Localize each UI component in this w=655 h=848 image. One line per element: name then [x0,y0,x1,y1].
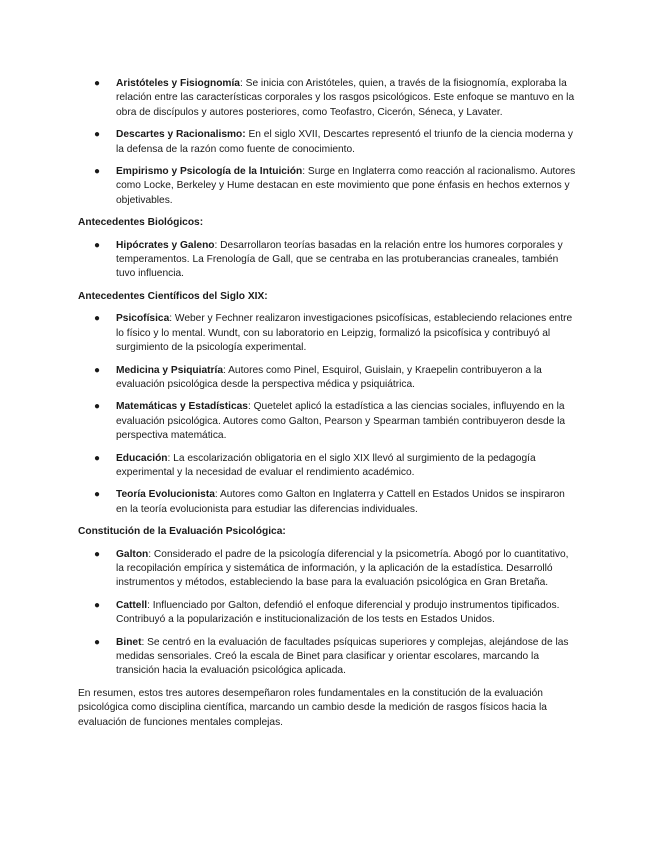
item-text: : Autores como Pinel, Esquirol, Guislain, y Kraepelin contribuyeron a la evaluación psicológica desde la perspectiva médica y psiquiátrica. [116,364,542,390]
bullet-icon: ● [94,129,101,141]
bullet-icon: ● [94,489,101,501]
item-term: Aristóteles y Fisiognomía [116,78,240,89]
item-text: : Se inicia con Aristóteles, quien, a través de la fisiognomía, exploraba la relación entre las características corporales y los rasgos psicológicos. Este enfoque se mantuvo en la obra de discípulos y autores posteriores, como Teofastro, Cicerón, Séneca, y Lavater. [116,78,575,118]
list-item [78,239,578,282]
list-item [78,599,578,628]
section-heading-constitution: Constitución de la Evaluación Psicológica: [78,526,286,538]
item-term: Hipócrates y Galeno [116,239,215,251]
item-term: Psicofísica [116,313,170,325]
document-content [78,77,578,730]
bullet-icon: ● [94,166,101,178]
bullet-icon: ● [94,452,101,464]
item-term: Cattell [116,599,148,611]
item-text: En el siglo XVII, Descartes representó el triunfo de la ciencia moderna y la defensa de la razón como fuente de conocimiento. [116,129,573,155]
bullet-icon: ● [94,313,101,325]
constitution-list [78,548,578,679]
bullet-icon: ● [94,364,101,376]
list-item [78,488,578,517]
section-heading-scientific: Antecedentes Científicos del Siglo XIX: [78,290,268,302]
item-term: Descartes y Racionalismo: [116,129,246,141]
item-text: : Desarrollaron teorías basadas en la relación entre los humores corporales y temperamentos. La Frenología de Gall, que se centraba en las protuberancias craneales, también tuvo influencia. [116,239,563,280]
intro-list [78,77,578,208]
item-term: Teoría Evolucionista [116,489,215,501]
item-term: Matemáticas y Estadísticas [116,401,248,413]
bullet-icon: ● [94,239,101,251]
scientific-list [78,312,578,517]
bullet-icon: ● [94,548,101,560]
item-text: : La escolarización obligatoria en el siglo XIX llevó al surgimiento de la pedagogía experimental y la necesidad de evaluar el rendimiento académico. [116,452,536,478]
item-term: Empirismo y Psicología de la Intuición [116,166,303,178]
section-heading-biological: Antecedentes Biológicos: [78,217,204,229]
biological-list [78,239,578,282]
list-item [78,128,578,157]
list-item [78,165,578,208]
list-item [78,312,578,355]
bullet-icon: ● [94,401,101,413]
item-text: : Autores como Galton en Inglaterra y Cattell en Estados Unidos se inspiraron en la teoría evolucionista para estudiar las diferencias individuales. [116,489,565,515]
list-item [78,636,578,679]
item-text: : Weber y Fechner realizaron investigaciones psicofísicas, estableciendo relaciones entre lo físico y lo mental. Wundt, con su laboratorio en Leipzig, formalizó la psicofísica y contribuyó al surgimiento de la psicología experimental. [116,313,573,354]
item-text: : Influenciado por Galton, defendió el enfoque diferencial y produjo instrumentos tipificados. Contribuyó a la popularización e institucionalización de los tests en Estados Unidos. [116,599,560,626]
bullet-icon: ● [94,78,101,89]
bullet-icon: ● [94,599,101,611]
list-item [78,452,578,481]
conclusion-paragraph: En resumen, estos tres autores desempeñaron roles fundamentales en la constitución de la evaluación psicológica como disciplina científica, marcando un cambio desde la medición de rasgos físicos hacia la evaluación de funciones mentales complejas. [78,687,547,728]
item-text: : Considerado el padre de la psicología diferencial y la psicometría. Abogó por lo cuantitativo, la recopilación empírica y sistemática de información, y la aplicación de la estadística. Desarrolló instrumentos y métodos, estableciendo la base para la evaluación psicológica en Gran Bretaña. [116,548,569,589]
item-text: : Se centró en la evaluación de facultades psíquicas superiores y complejas, alejándose de las medidas sensoriales. Creó la escala de Binet para clasificar y orientar escolares, marcando la transición hacia la evaluación psicológica aplicada. [116,636,569,677]
item-text: : Quetelet aplicó la estadística a las ciencias sociales, influyendo en la evaluación psicológica. Autores como Galton, Pearson y Spearman también contribuyeron desde la perspectiva matemática. [116,401,566,442]
list-item [78,364,578,393]
item-text: : Surge en Inglaterra como reacción al racionalismo. Autores como Locke, Berkeley y Hume destacan en este movimiento que pone énfasis en hechos externos y objetivables. [116,166,576,206]
list-item [78,400,578,443]
item-term: Galton [116,548,149,560]
list-item [78,77,578,120]
list-item [78,548,578,591]
item-term: Educación [116,452,168,464]
bullet-icon: ● [94,636,101,648]
item-term: Medicina y Psiquiatría [116,364,224,376]
item-term: Binet [116,636,142,648]
